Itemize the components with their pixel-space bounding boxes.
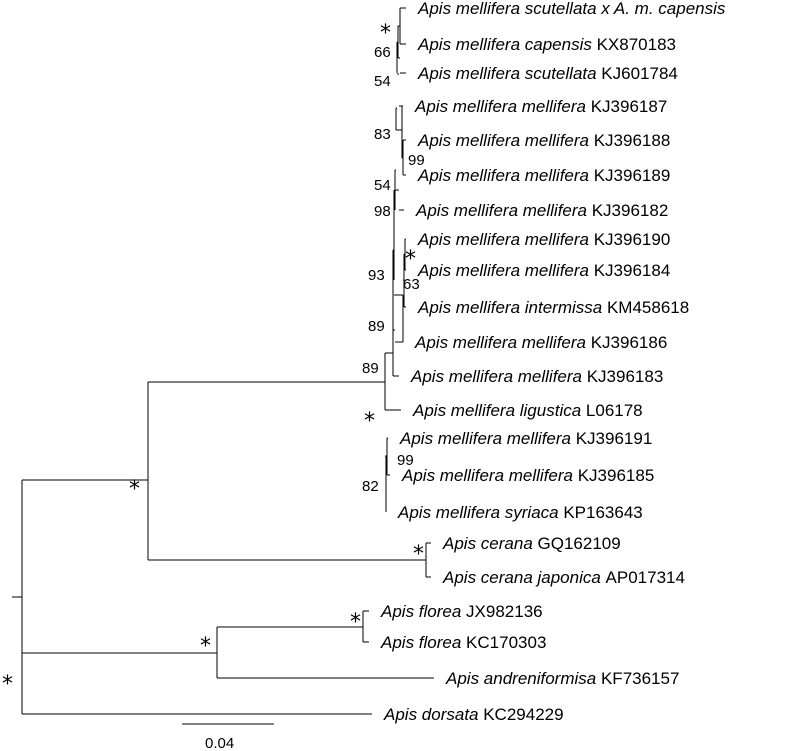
support-value: 99: [397, 452, 414, 469]
taxon-species: Apis mellifera capensis: [418, 35, 592, 54]
taxon-label: [397, 503, 643, 522]
taxon-species: Apis mellifera scutellata: [418, 64, 597, 83]
support-asterisk: *: [2, 672, 13, 697]
support-asterisk: *: [380, 21, 391, 46]
taxon-species: Apis dorsata: [384, 705, 479, 724]
taxon-species: Apis mellifera syriaca: [398, 503, 559, 522]
taxon-species: Apis mellifera mellifera: [418, 131, 589, 150]
taxon-species: Apis florea: [381, 633, 462, 652]
taxon-accession: KM458618: [602, 298, 690, 317]
taxon-accession: L06178: [581, 401, 643, 420]
support-asterisk: *: [350, 610, 361, 635]
support-value: 98: [374, 203, 391, 220]
taxon-species: Apis mellifera scutellata x A. m. capensis: [418, 0, 726, 18]
support-asterisk: *: [413, 542, 424, 567]
taxon-accession: GQ162109: [532, 534, 621, 553]
taxon-species: Apis mellifera intermissa: [418, 298, 603, 317]
taxon-accession: KX870183: [591, 35, 676, 54]
taxon-label: [417, 131, 670, 150]
taxon-label: [380, 633, 546, 652]
support-value: 93: [368, 267, 385, 284]
taxon-label: [380, 602, 543, 621]
taxon-accession: KJ601784: [596, 64, 678, 83]
taxon-accession: KJ396187: [586, 97, 668, 116]
support-value: 54: [374, 73, 391, 90]
taxon-accession: KJ396190: [589, 230, 671, 249]
support-value: 54: [374, 177, 391, 194]
support-value: 63: [403, 276, 420, 293]
taxon-species: Apis mellifera mellifera: [418, 230, 589, 249]
taxon-accession: KP163643: [558, 503, 643, 522]
taxon-accession: KJ396186: [586, 333, 668, 352]
scale-bar-label: 0.04: [205, 735, 235, 751]
taxon-accession: KJ396183: [582, 367, 664, 386]
support-value: 89: [368, 318, 385, 335]
taxon-accession: JX982136: [461, 602, 543, 621]
taxon-label: [442, 568, 685, 587]
taxon-accession: KJ396182: [587, 201, 669, 220]
support-asterisk: *: [405, 247, 416, 272]
taxon-species: Apis mellifera ligustica: [413, 401, 582, 420]
support-value: 99: [408, 152, 425, 169]
taxon-species: Apis mellifera mellifera: [402, 466, 573, 485]
taxon-label: [401, 466, 654, 485]
taxon-label: [417, 166, 670, 185]
taxon-label: [417, 0, 726, 18]
taxon-label: [445, 669, 679, 688]
taxon-accession: KJ396189: [589, 166, 671, 185]
support-value: 66: [374, 44, 391, 61]
support-values: [2, 21, 425, 697]
support-value: 82: [362, 478, 379, 495]
taxon-species: Apis mellifera mellifera: [411, 367, 582, 386]
taxon-label: [383, 705, 564, 724]
taxon-label: [417, 230, 670, 249]
taxon-accession: KF736157: [596, 669, 680, 688]
taxon-label: [410, 367, 663, 386]
support-asterisk: *: [200, 634, 211, 659]
support-asterisk: *: [129, 477, 140, 502]
taxon-accession: AP017314: [600, 568, 685, 587]
taxon-label: [415, 201, 668, 220]
taxon-label: [417, 261, 670, 280]
taxon-accession: KC170303: [461, 633, 547, 652]
taxon-accession: KC294229: [478, 705, 564, 724]
scale-bar: [182, 724, 274, 751]
taxon-species: Apis mellifera mellifera: [415, 333, 586, 352]
support-value: 83: [374, 126, 391, 143]
support-value: 89: [362, 360, 379, 377]
taxon-species: Apis cerana: [443, 534, 533, 553]
taxon-label: [417, 298, 689, 317]
taxon-label: [412, 401, 643, 420]
taxon-label: [417, 35, 676, 54]
taxon-accession: KJ396191: [571, 429, 653, 448]
taxon-species: Apis mellifera mellifera: [415, 97, 586, 116]
taxon-species: Apis cerana japonica: [443, 568, 601, 587]
taxon-species: Apis mellifera mellifera: [418, 166, 589, 185]
support-asterisk: *: [364, 409, 375, 434]
taxon-label: [414, 97, 667, 116]
taxon-accession: KJ396184: [589, 261, 671, 280]
taxon-species: Apis mellifera mellifera: [400, 429, 571, 448]
taxon-species: Apis florea: [381, 602, 462, 621]
taxon-species: Apis mellifera mellifera: [416, 201, 587, 220]
taxon-label: [442, 534, 621, 553]
taxon-species: Apis mellifera mellifera: [418, 261, 589, 280]
taxon-accession: KJ396188: [589, 131, 671, 150]
taxon-accession: KJ396185: [573, 466, 655, 485]
taxon-labels: [380, 0, 726, 724]
taxon-species: Apis andreniformisa: [446, 669, 597, 688]
taxon-label: [399, 429, 652, 448]
taxon-label: [414, 333, 667, 352]
taxon-label: [417, 64, 678, 83]
